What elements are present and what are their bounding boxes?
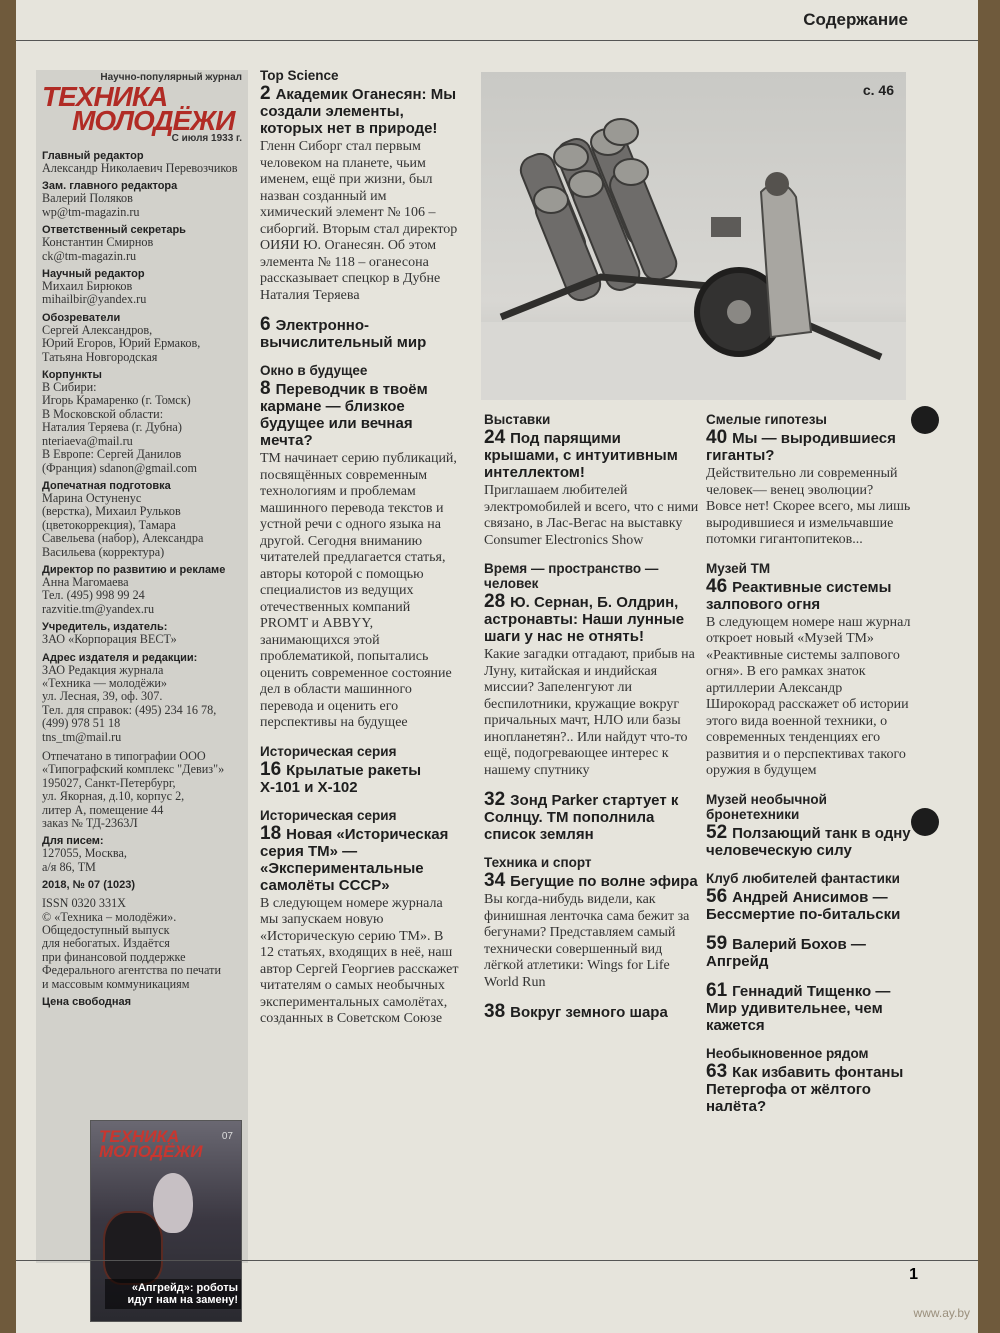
contents-entry	[706, 979, 911, 1034]
imprint-text: 127055, Москва, а/я 86, ТМ	[42, 846, 127, 874]
imprint-label: Главный редактор	[42, 150, 144, 162]
headline-text: Вокруг земного шара	[510, 1004, 668, 1021]
cover-logo: ТЕХНИКА МОЛОДЁЖИ	[99, 1127, 203, 1161]
imprint-text: Отпечатано в типографии ООО «Типографский комплекс "Девиз"» 195027, Санкт-Петербург, ул. Якорная, д.10, корпус 2, литер А, помещение 44 заказ № ТД-2363Л	[42, 749, 225, 831]
imprint-text: Сергей Александров, Юрий Егоров, Юрий Ермаков, Татьяна Новгородская	[42, 322, 201, 364]
imprint-entry	[42, 750, 242, 830]
headline-text: Академик Оганесян: Мы создали элементы, которых нет в природе!	[260, 86, 457, 137]
contents-entry	[484, 561, 699, 779]
imprint-entry	[42, 369, 242, 475]
imprint-label: Научный редактор	[42, 268, 145, 281]
headline-text: Переводчик в твоём кармане — близкое будущее или вечная мечта?	[260, 381, 428, 449]
article-headline[interactable]	[706, 429, 911, 464]
imprint-text: Александр Николаевич Перевозчиков	[42, 161, 238, 175]
contents-entry	[484, 791, 699, 843]
article-description: В следующем номере наш журнал откроет новый «Музей ТМ» «Реактивные системы залпового огня». В его рамках знаток артиллерии Александр Широкорад расскажет об истории этого вида военной техники, о современных тенденциях его развития и о перспективах такого оружия в будущем	[706, 614, 911, 778]
imprint-label: Корпункты	[42, 369, 102, 382]
contents-entry	[706, 412, 911, 549]
imprint-entry	[42, 897, 242, 991]
headline-text: Геннадий Тищенко — Мир удивительнее, чем кажется	[706, 982, 891, 1034]
imprint-label: 2018, № 07 (1023)	[42, 879, 135, 892]
headline-text: Крылатые ракеты Х-101 и Х-102	[260, 761, 422, 796]
imprint-entry	[42, 879, 242, 891]
imprint-list	[42, 150, 242, 1008]
rubric-label: Время — пространство — человек	[484, 561, 659, 591]
rocket-launcher-photo	[481, 72, 906, 400]
page-ref-number: 46	[706, 575, 728, 597]
article-description: Приглашаем любителей электромобилей и всего, что с ними связано, в Лас-Вегас на выставку Consumer Electronics Show	[484, 483, 699, 548]
logo-line-2: МОЛОДЁЖИ	[72, 105, 235, 136]
imprint-entry	[42, 564, 242, 616]
imprint-text: Валерий Поляков wp@tm-magazin.ru	[42, 191, 140, 219]
punch-hole-top	[911, 406, 939, 434]
headline-text: Ю. Сернан, Б. Олдрин, астронавты: Наши лунные шаги у нас не отнять!	[484, 594, 685, 645]
article-headline[interactable]	[260, 85, 460, 137]
android-face	[153, 1173, 193, 1233]
contents-entry	[260, 316, 460, 351]
headline-text: Бегущие по волне эфира	[510, 873, 698, 890]
article-headline[interactable]	[260, 380, 460, 449]
page-ref-number: 34	[484, 870, 506, 891]
imprint-text: Михаил Бирюков mihailbir@yandex.ru	[42, 279, 147, 307]
header-rule	[16, 40, 978, 41]
article-description: Какие загадки отгадают, прибыв на Луну, китайская и индийская миссии? Запеленгуют ли беспилотники, кружащие вокруг причальных мачт, НЛО или базы инопланетян?.. Или найдут что-то ещё, подогревающее интерес к нашему спутнику	[484, 647, 695, 778]
article-description: Действительно ли современный человек— венец эволюции? Вовсе нет! Скорее всего, мы лишь выродившиеся и измельчавшие потомки гигантопитеков...	[706, 466, 911, 547]
imprint-label: Обозреватели	[42, 311, 121, 324]
imprint-entry	[42, 150, 242, 175]
imprint-text: Константин Смирнов ck@tm-magazin.ru	[42, 235, 154, 263]
magazine-page	[16, 0, 978, 1333]
imprint-entry	[42, 312, 242, 364]
imprint-entry	[42, 224, 242, 263]
page-ref-number: 52	[706, 821, 728, 843]
article-headline[interactable]	[484, 872, 699, 890]
imprint-entry	[42, 652, 242, 744]
page-ref-number: 38	[484, 1001, 506, 1022]
headline-text: Валерий Бохов — Апгрейд	[706, 935, 866, 970]
article-headline[interactable]	[484, 593, 699, 645]
contents-entry	[706, 561, 911, 780]
contents-entry	[706, 1046, 911, 1115]
headline-text: Под парящими крышами, с интуитивным интеллектом!	[484, 430, 678, 481]
article-headline[interactable]	[260, 758, 460, 796]
imprint-text: Марина Остуненус (верстка), Михаил Рульков (цветокоррекция), Тамара Савельева (набор), Александра Васильева (корректура)	[42, 490, 204, 559]
article-headline[interactable]	[484, 1003, 699, 1021]
article-headline[interactable]	[706, 979, 911, 1034]
page-ref-number: 16	[260, 758, 282, 780]
article-headline[interactable]	[484, 791, 699, 843]
imprint-entry	[42, 835, 242, 874]
rubric-label: Смелые гипотезы	[706, 412, 827, 427]
contents-entry	[706, 871, 911, 923]
imprint-entry	[42, 268, 242, 307]
cover-caption: «Апгрейд»: роботы идут нам на замену!	[105, 1279, 241, 1309]
section-title: Содержание	[803, 10, 908, 29]
imprint-text: ЗАО «Корпорация ВЕСТ»	[42, 632, 177, 647]
contents-entry	[260, 744, 460, 796]
article-headline[interactable]	[706, 821, 911, 859]
contents-entry	[260, 808, 460, 1028]
imprint-label: Цена свободная	[42, 996, 132, 1009]
article-headline[interactable]	[706, 932, 911, 970]
page-ref-number: 18	[260, 822, 282, 844]
article-headline[interactable]	[260, 316, 460, 351]
imprint-entry	[42, 996, 242, 1008]
rubric-label: Историческая серия	[260, 807, 397, 823]
imprint-label: Директор по развитию и рекламе	[42, 563, 226, 576]
imprint-text: Анна Магомаева Тел. (495) 998 99 24 razvitie.tm@yandex.ru	[42, 574, 155, 616]
imprint-label: Ответственный секретарь	[42, 224, 186, 237]
cover-issue: 07	[221, 1131, 233, 1142]
imprint-text: ЗАО Редакция журнала «Техника — молодёжи» ул. Лесная, 39, оф. 307. Тел. для справок: (495) 234 16 78, (499) 978 51 18 tns_tm@mail.ru	[42, 662, 217, 744]
page-ref-number: 56	[706, 885, 728, 907]
page-ref-number: 59	[706, 932, 728, 954]
headline-text: Реактивные системы залпового огня	[706, 578, 892, 613]
headline-text: Новая «Историческая серия ТМ» — «Экспериментальные самолёты СССР»	[260, 825, 449, 894]
article-description: В следующем номере журнала мы запускаем новую «Историческую серию ТМ». В 12 статьях, входящих в неё, наш автор Сергей Георгиев расскажет читателям о самых необычных экспериментальных самолётах, созданных в Советском Союзе	[260, 895, 459, 1026]
watermark: www.ay.by	[913, 1306, 970, 1320]
rubric-label: Техника и спорт	[484, 855, 592, 870]
photo-page-ref: с. 46	[862, 82, 894, 98]
helmet-figure	[103, 1211, 163, 1285]
imprint-entry	[42, 480, 242, 559]
article-description: ТМ начинает серию публикаций, посвящённых современным технологиям и проблемам машинного перевода текстов и устной речи с одного языка на другой. Сегодня вниманию читателей предлагается статья, авторы которой с помощью специалистов из ведущих отечественных компаний PROMT и ABBYY, занимающихся этой проблематикой, попытались оценить современное состояние дел в области машинного перевода и оценить его перспективы на будущее	[260, 451, 457, 730]
page-ref-number: 8	[260, 378, 271, 399]
article-description: Вы когда-нибудь видели, как финишная ленточка сама бежит за бегунами? Представляем самый технически совершенный вид лёгкой атлетики: Wings for Life World Run	[484, 892, 690, 990]
page-ref-number: 63	[706, 1060, 728, 1082]
rubric-label: Выставки	[484, 412, 551, 427]
rubric-label: Музей необычной бронетехники	[706, 791, 827, 822]
article-headline[interactable]	[706, 575, 911, 613]
article-headline[interactable]	[706, 1060, 911, 1115]
contents-column-2	[484, 412, 699, 1033]
contents-column-3	[706, 412, 911, 1127]
contents-entry	[484, 1003, 699, 1021]
rubric-label: Необыкновенное рядом	[706, 1045, 869, 1061]
page-ref-number: 28	[484, 591, 506, 612]
page-ref-number: 2	[260, 83, 271, 104]
contents-entry	[706, 792, 911, 859]
page-ref-number: 61	[706, 979, 728, 1001]
contents-entry	[484, 855, 699, 991]
magazine-logo	[42, 81, 242, 136]
imprint-label: Учредитель, издатель:	[42, 621, 168, 634]
imprint-label: Адрес издателя и редакции:	[42, 651, 198, 664]
page-ref-number: 24	[484, 427, 506, 448]
cover-thumbnail	[90, 1120, 242, 1322]
headline-text: Электронно-вычислительный мир	[260, 317, 427, 351]
page-ref-number: 40	[706, 427, 728, 448]
contents-entry	[484, 412, 699, 549]
page-ref-number: 32	[484, 789, 506, 810]
article-description: Гленн Сиборг стал первым человеком на планете, чьим именем, ещё при жизни, был назван созданный им химический элемент № 106 – сиборгий. Вторым стал директор ОИЯИ Ю. Оганесян. Об этом элемента № 118 – оганесона рассказывает спецкор в Дубне Наталия Теряева	[260, 139, 458, 303]
page-ref-number: 6	[260, 314, 271, 335]
footer-rule	[16, 1260, 978, 1261]
rubric-label: Клуб любителей фантастики	[706, 870, 900, 886]
punch-hole-bottom	[911, 808, 939, 836]
imprint-label: Для писем:	[42, 835, 104, 848]
rubric-label: Окно в будущее	[260, 363, 368, 378]
rubric-label: Top Science	[260, 68, 339, 83]
logo-line-1: ТЕХНИКА	[42, 81, 168, 112]
founded-date: С июля 1933 г.	[171, 133, 242, 144]
imprint-label: Допечатная подготовка	[42, 479, 171, 492]
imprint-label: Зам. главного редактора	[42, 180, 178, 193]
article-headline[interactable]	[484, 429, 699, 481]
headline-text: Мы — выродившиеся гиганты?	[706, 430, 896, 464]
headline-text: Как избавить фонтаны Петергофа от жёлтого налёта?	[706, 1063, 904, 1115]
headline-text: Андрей Анисимов — Бессмертие по-битальски	[706, 888, 901, 923]
rubric-label: Музей ТМ	[706, 560, 771, 576]
contents-entry	[260, 363, 460, 732]
contents-entry	[706, 932, 911, 970]
contents-column-1	[260, 68, 460, 1040]
article-headline[interactable]	[706, 885, 911, 923]
imprint-block	[36, 70, 248, 1306]
imprint-entry	[42, 621, 242, 646]
headline-text: Зонд Parker стартует к Солнцу. ТМ пополнила список землян	[484, 792, 679, 843]
contents-entry	[260, 68, 460, 304]
article-headline[interactable]	[260, 822, 460, 894]
page-number: 1	[909, 1266, 918, 1283]
imprint-text: В Сибири: Игорь Крамаренко (г. Томск) В Московской области: Наталия Теряева (г. Дубна) nteriaeva@mail.ru В Европе: Сергей Данилов (Франция) sdanon@gmail.com	[42, 380, 198, 475]
rubric-label: Историческая серия	[260, 743, 397, 759]
headline-text: Ползающий танк в одну человеческую силу	[706, 824, 911, 859]
magazine-supertitle: Научно-популярный журнал	[100, 72, 242, 83]
photo-illustration	[481, 72, 906, 400]
imprint-text: ISSN 0320 331X © «Техника – молодёжи». Общедоступный выпуск для небогатых. Издаётся при финансовой поддержке Федерального агентства по печати и массовым коммуникациям	[42, 896, 221, 991]
imprint-entry	[42, 180, 242, 219]
